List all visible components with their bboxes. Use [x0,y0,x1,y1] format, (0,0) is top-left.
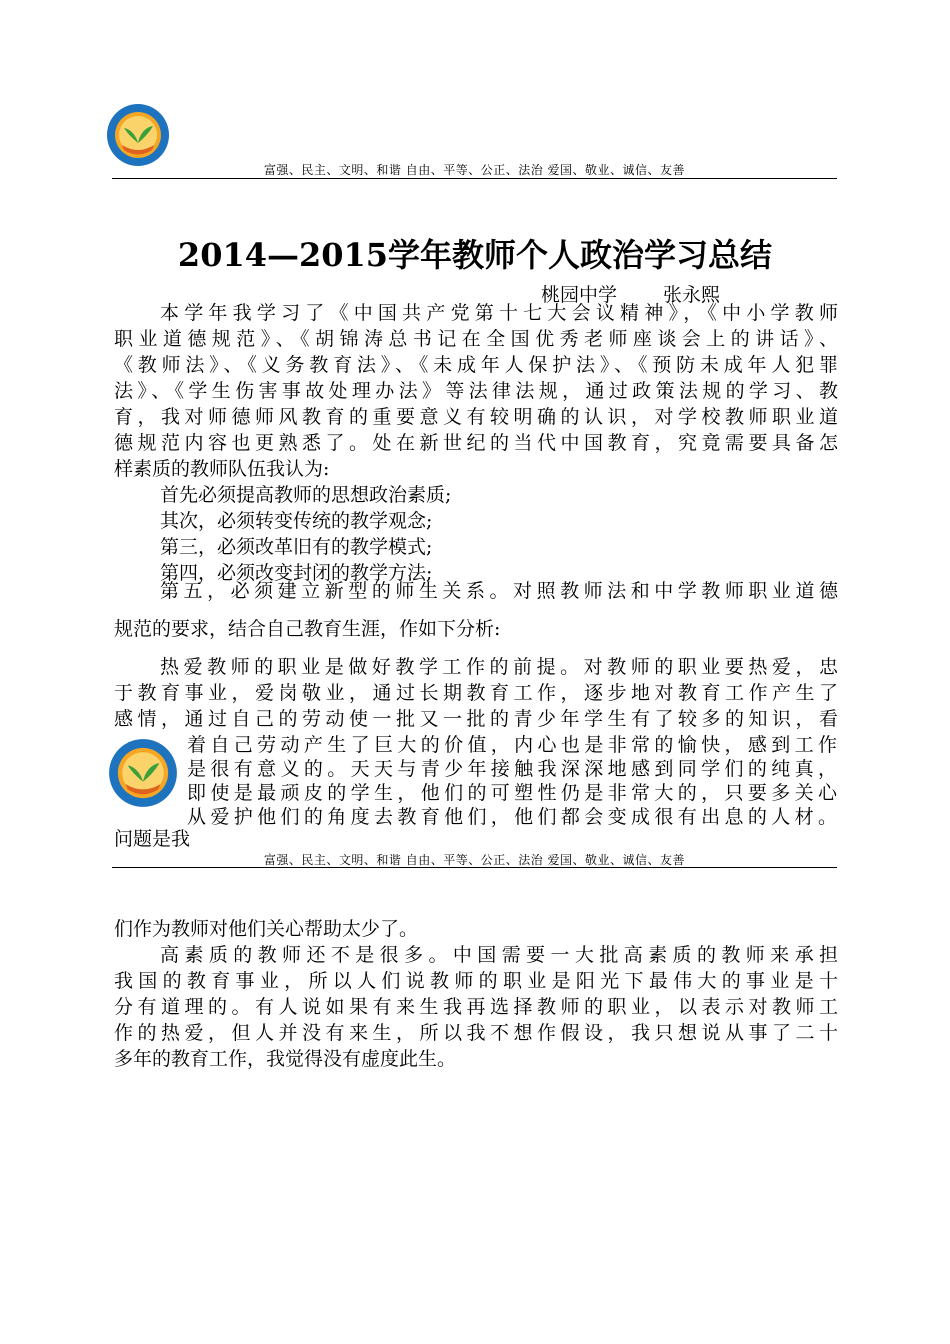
body-line: 问题是我 [114,828,191,850]
body-line: 热爱教师的职业是做好教学工作的前提。对教师的职业要热爱，忠 [160,656,838,678]
body-line: 是很有意义的。天天与青少年接触我深深地感到同学们的纯真， [187,758,837,780]
body-line: 高素质的教师还不是很多。中国需要一大批高素质的教师来承担 [160,944,838,966]
body-line: 第五，必须建立新型的师生关系。对照教师法和中学教师职业道德 [160,580,838,602]
body-line: 德规范内容也更熟悉了。处在新世纪的当代中国教育，究竟需要具备怎 [114,432,838,454]
body-line: 本学年我学习了《中国共产党第十七大会议精神》，《中小学教师 [160,302,838,324]
body-line: 规范的要求，结合自己教育生涯，作如下分析: [114,618,501,640]
author-name: 张永熙 [663,284,721,306]
header-motto: 富强、民主、文明、和谐 自由、平等、公正、法治 爱国、敬业、诚信、友善 [263,163,686,177]
body-line: 着自己劳动产生了巨大的价值，内心也是非常的愉快，感到工作 [187,734,837,756]
body-line: 首先必须提高教师的思想政治素质; [160,484,452,506]
body-line: 作的热爱，但人并没有来生，所以我不想作假设，我只想说从事了二十 [114,1022,838,1044]
body-line: 从爱护他们的角度去教育他们，他们都会变成很有出息的人材。 [187,806,837,828]
body-line: 样素质的教师队伍我认为: [114,458,330,480]
body-line: 职业道德规范》、《胡锦涛总书记在全国优秀老师座谈会上的讲话》、 [114,328,838,350]
page-title: 2014—2015学年教师个人政治学习总结 [177,236,773,274]
body-line: 《教师法》、《义务教育法》、《未成年人保护法》、《预防未成年人犯罪 [114,354,838,376]
body-line: 即使是最顽皮的学生，他们的可塑性仍是非常大的，只要多关心 [187,782,837,804]
body-line: 第三，必须改革旧有的教学模式; [160,536,433,558]
body-line: 于教育事业，爱岗敬业，通过长期教育工作，逐步地对教育工作产生了 [114,682,838,704]
footer-rule [112,867,837,868]
footer-logo [108,738,178,808]
body-line: 其次，必须转变传统的教学观念; [160,510,433,532]
author-school: 桃园中学 [541,284,618,306]
body-line: 第四，必须改变封闭的教学方法; [160,562,433,584]
school-emblem-icon [108,738,178,808]
body-line: 们作为教师对他们关心帮助太少了。 [114,918,419,940]
body-line: 法》、《学生伤害事故处理办法》等法律法规，通过政策法规的学习、教 [114,380,838,402]
school-logo [106,103,170,167]
footer-motto: 富强、民主、文明、和谐 自由、平等、公正、法治 爱国、敬业、诚信、友善 [263,853,686,867]
body-line: 育，我对师德师风教育的重要意义有较明确的认识，对学校教师职业道 [114,406,838,428]
school-emblem-icon [106,103,170,167]
body-line: 分有道理的。有人说如果有来生我再选择教师的职业，以表示对教师工 [114,996,838,1018]
body-line: 感情，通过自己的劳动使一批又一批的青少年学生有了较多的知识，看 [114,708,838,730]
header-rule [112,178,837,179]
body-line: 多年的教育工作，我觉得没有虚度此生。 [114,1048,457,1070]
body-line: 我国的教育事业，所以人们说教师的职业是阳光下最伟大的事业是十 [114,970,838,992]
